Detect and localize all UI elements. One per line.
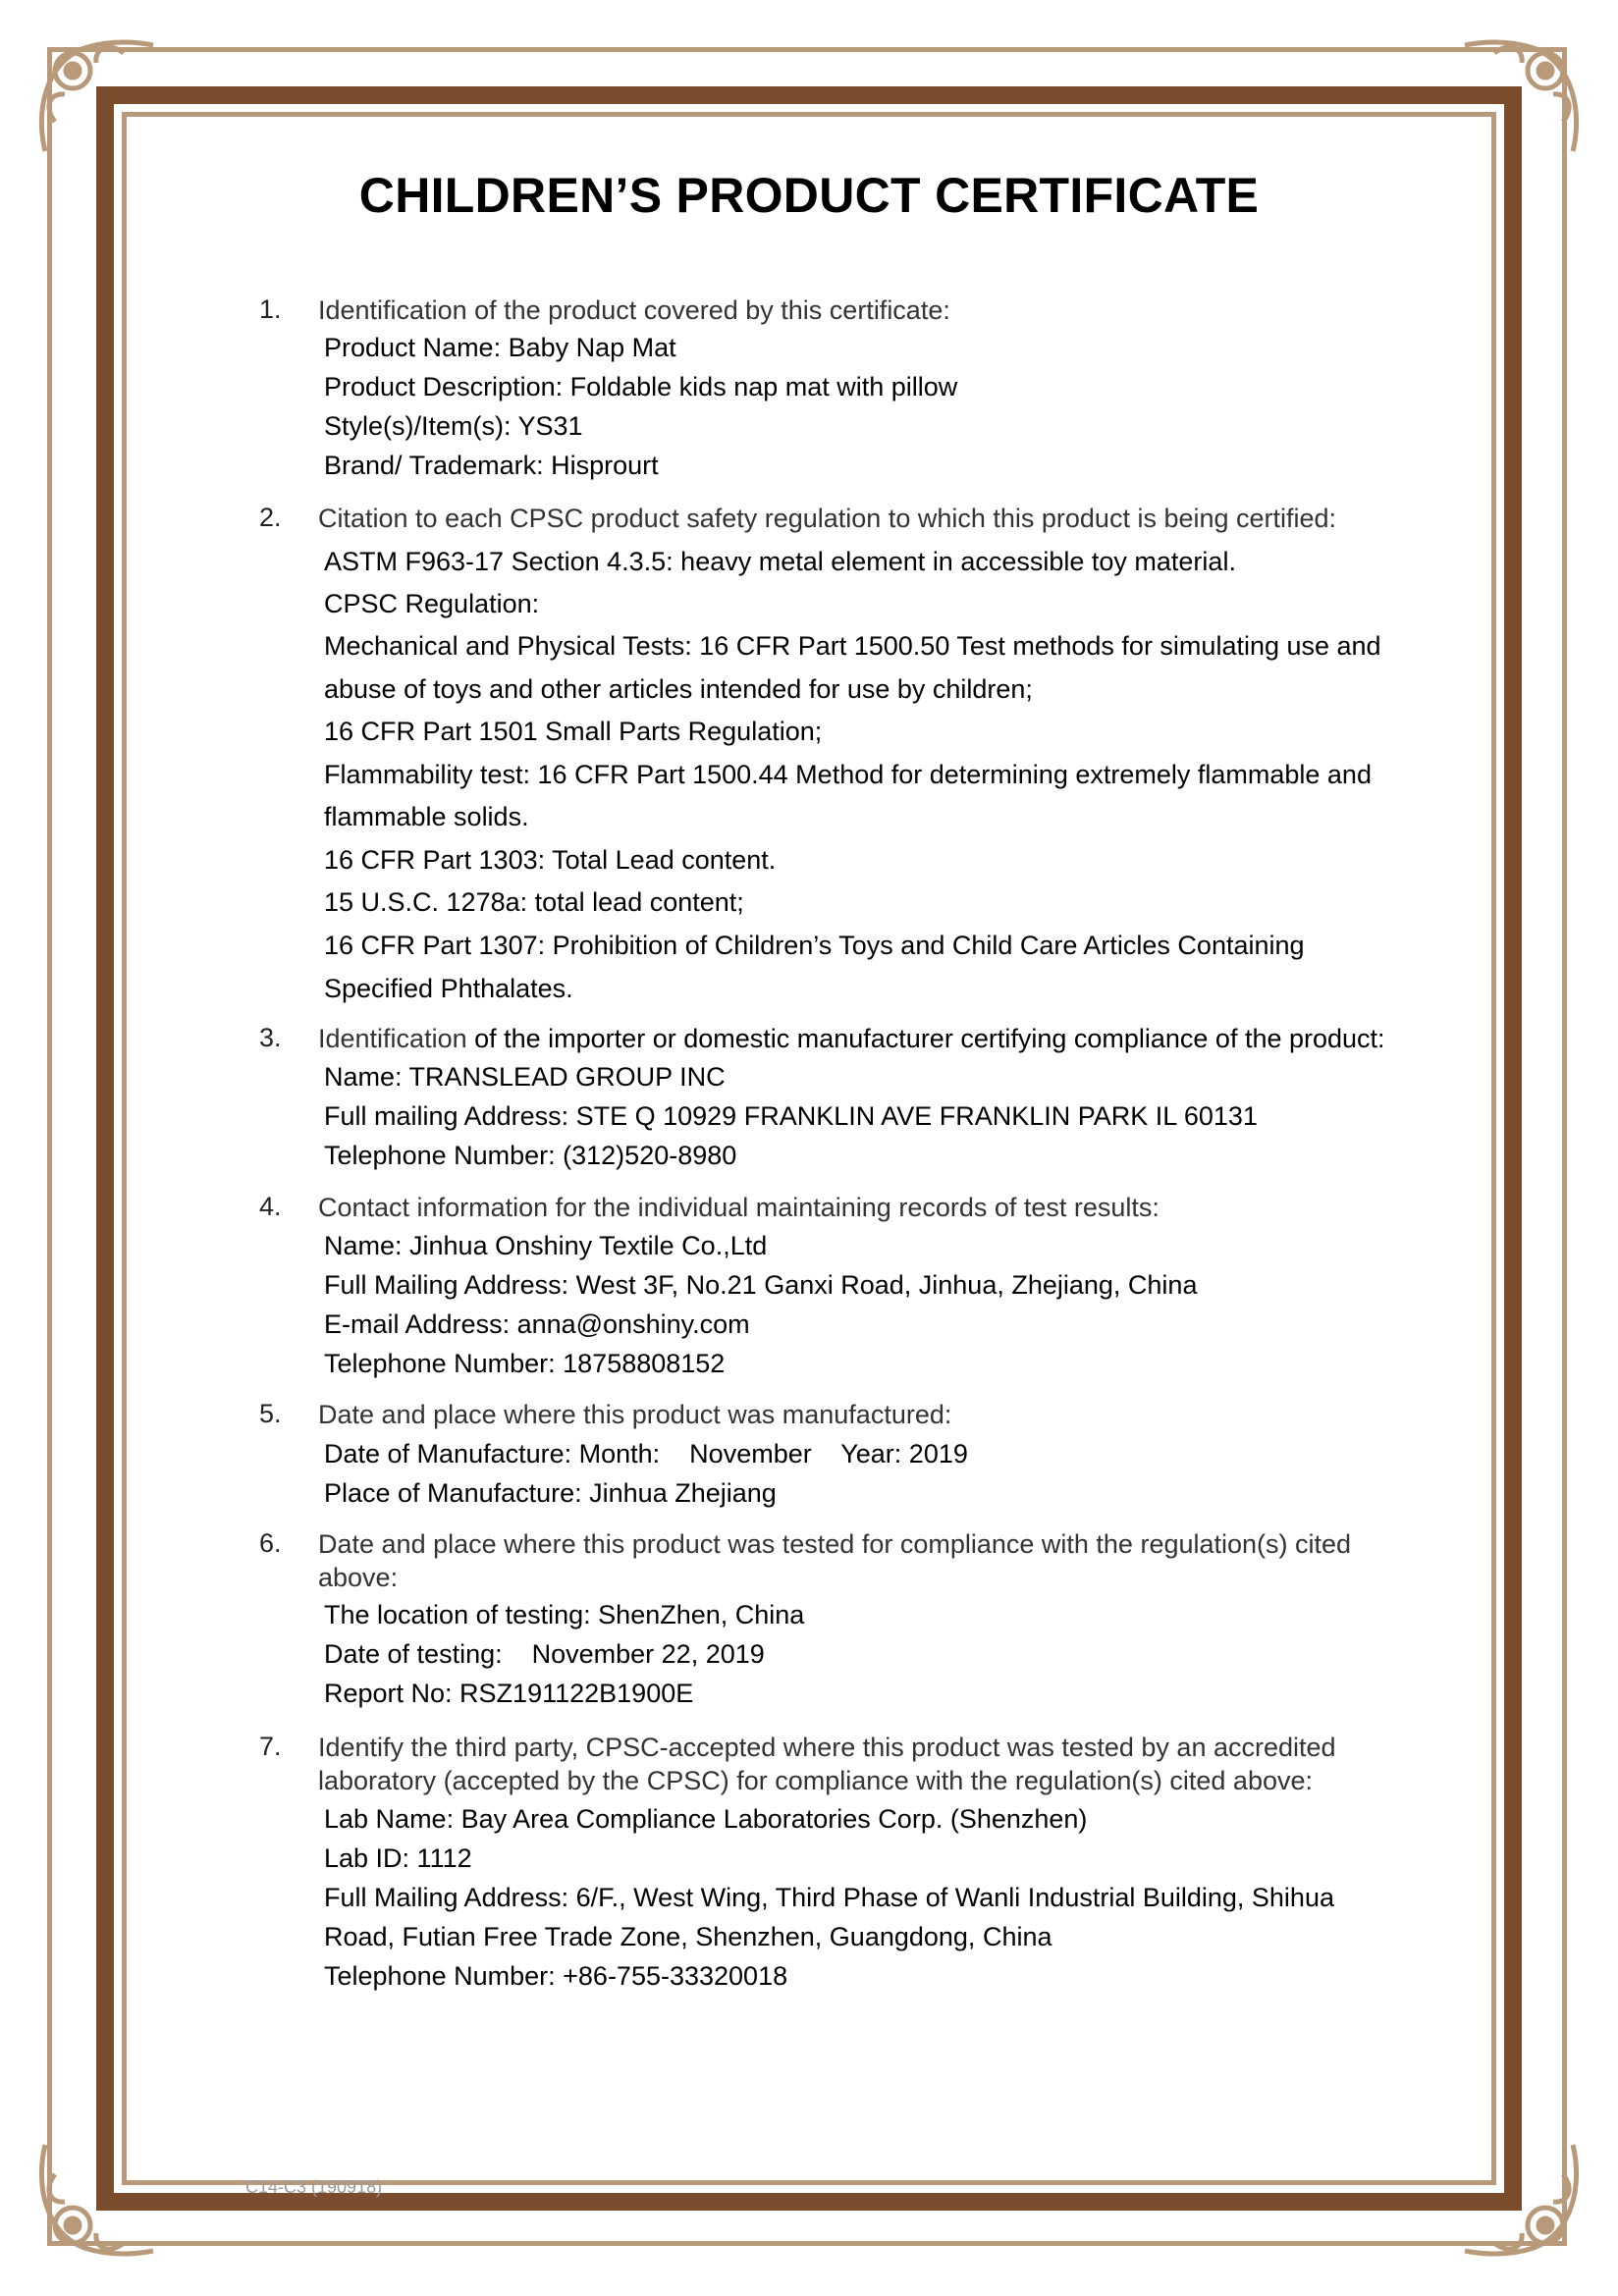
section-line: Full Mailing Address: 6/F., West Wing, Third Phase of Wanli Industrial Building, Shihua <box>324 1883 1334 1912</box>
corner-ornament-icon <box>26 24 173 171</box>
section-line: Name: Jinhua Onshiny Textile Co.,Ltd <box>324 1231 768 1260</box>
section-number: 1. <box>259 294 282 324</box>
section-line: flammable solids. <box>324 802 529 831</box>
section-heading: Contact information for the individual maintaining records of test results: <box>318 1193 1160 1222</box>
section-number: 6. <box>259 1528 282 1558</box>
section-line: 15 U.S.C. 1278a: total lead content; <box>324 887 744 917</box>
section-line: Telephone Number: +86-755-33320018 <box>324 1961 788 1991</box>
corner-ornament-icon <box>1445 2125 1592 2272</box>
section-line: Lab ID: 1112 <box>324 1843 472 1873</box>
section-heading <box>318 1022 1428 1055</box>
section-number: 4. <box>259 1192 282 1221</box>
section-line: Brand/ Trademark: Hisprourt <box>324 451 659 480</box>
section-line: 16 CFR Part 1501 Small Parts Regulation; <box>324 717 823 746</box>
corner-ornament-icon <box>26 2125 173 2272</box>
section-line: Product Description: Foldable kids nap mat with pillow <box>324 372 958 401</box>
section-number: 2. <box>259 503 282 532</box>
section-line: The location of testing: ShenZhen, China <box>324 1600 805 1629</box>
section-heading-part: of the importer or domestic manufacturer certifying compliance of the product: <box>466 1024 1385 1053</box>
form-code: C14-C3 (190918) <box>245 2177 383 2197</box>
section-line: Full Mailing Address: West 3F, No.21 Ganxi Road, Jinhua, Zhejiang, China <box>324 1270 1198 1300</box>
section-number: 7. <box>259 1732 282 1761</box>
section-line: 16 CFR Part 1307: Prohibition of Children’s Toys and Child Care Articles Containing <box>324 931 1305 960</box>
section-line: Style(s)/Item(s): YS31 <box>324 411 583 441</box>
section-heading: Identify the third party, CPSC-accepted where this product was tested by an accredited laboratory (accepted by the CPSC) for compliance with the regulation(s) cited above: <box>318 1733 1336 1795</box>
section-number: 5. <box>259 1399 282 1428</box>
section-line: Date of testing: November 22, 2019 <box>324 1639 765 1669</box>
section-heading: Identification of the product covered by this certificate: <box>318 295 950 325</box>
section-heading: Citation to each CPSC product safety regulation to which this product is being certified: <box>318 504 1337 533</box>
section-line: Telephone Number: 18758808152 <box>324 1349 726 1378</box>
section-line: Mechanical and Physical Tests: 16 CFR Part 1500.50 Test methods for simulating use and <box>324 631 1381 661</box>
certificate-title: CHILDREN’S PRODUCT CERTIFICATE <box>358 168 1260 223</box>
section-line: Product Name: Baby Nap Mat <box>324 333 676 362</box>
section-line: Date of Manufacture: Month: November Year: 2019 <box>324 1439 968 1468</box>
section-heading: Date and place where this product was tested for compliance with the regulation(s) cited above: <box>318 1529 1352 1592</box>
section-line: ASTM F963-17 Section 4.3.5: heavy metal element in accessible toy material. <box>324 547 1236 576</box>
section-number: 3. <box>259 1023 282 1052</box>
section-line: Lab Name: Bay Area Compliance Laboratories Corp. (Shenzhen) <box>324 1804 1088 1834</box>
section-line: CPSC Regulation: <box>324 589 540 618</box>
section-line: Full mailing Address: STE Q 10929 FRANKLIN AVE FRANKLIN PARK IL 60131 <box>324 1101 1258 1131</box>
section-line: Name: TRANSLEAD GROUP INC <box>324 1062 726 1092</box>
section-line: Flammability test: 16 CFR Part 1500.44 Method for determining extremely flammable and <box>324 760 1372 789</box>
section-line: Report No: RSZ191122B1900E <box>324 1679 694 1708</box>
section-line: abuse of toys and other articles intended for use by children; <box>324 674 1033 704</box>
section-line: Road, Futian Free Trade Zone, Shenzhen, Guangdong, China <box>324 1922 1052 1951</box>
section-line: 16 CFR Part 1303: Total Lead content. <box>324 845 777 875</box>
section-heading-part: Identification <box>318 1024 467 1053</box>
section-line: Telephone Number: (312)520-8980 <box>324 1141 737 1170</box>
corner-ornament-icon <box>1445 24 1592 171</box>
section-heading: Date and place where this product was manufactured: <box>318 1400 952 1429</box>
section-line: E-mail Address: anna@onshiny.com <box>324 1309 750 1339</box>
section-line: Specified Phthalates. <box>324 974 573 1003</box>
section-line: Place of Manufacture: Jinhua Zhejiang <box>324 1478 777 1508</box>
